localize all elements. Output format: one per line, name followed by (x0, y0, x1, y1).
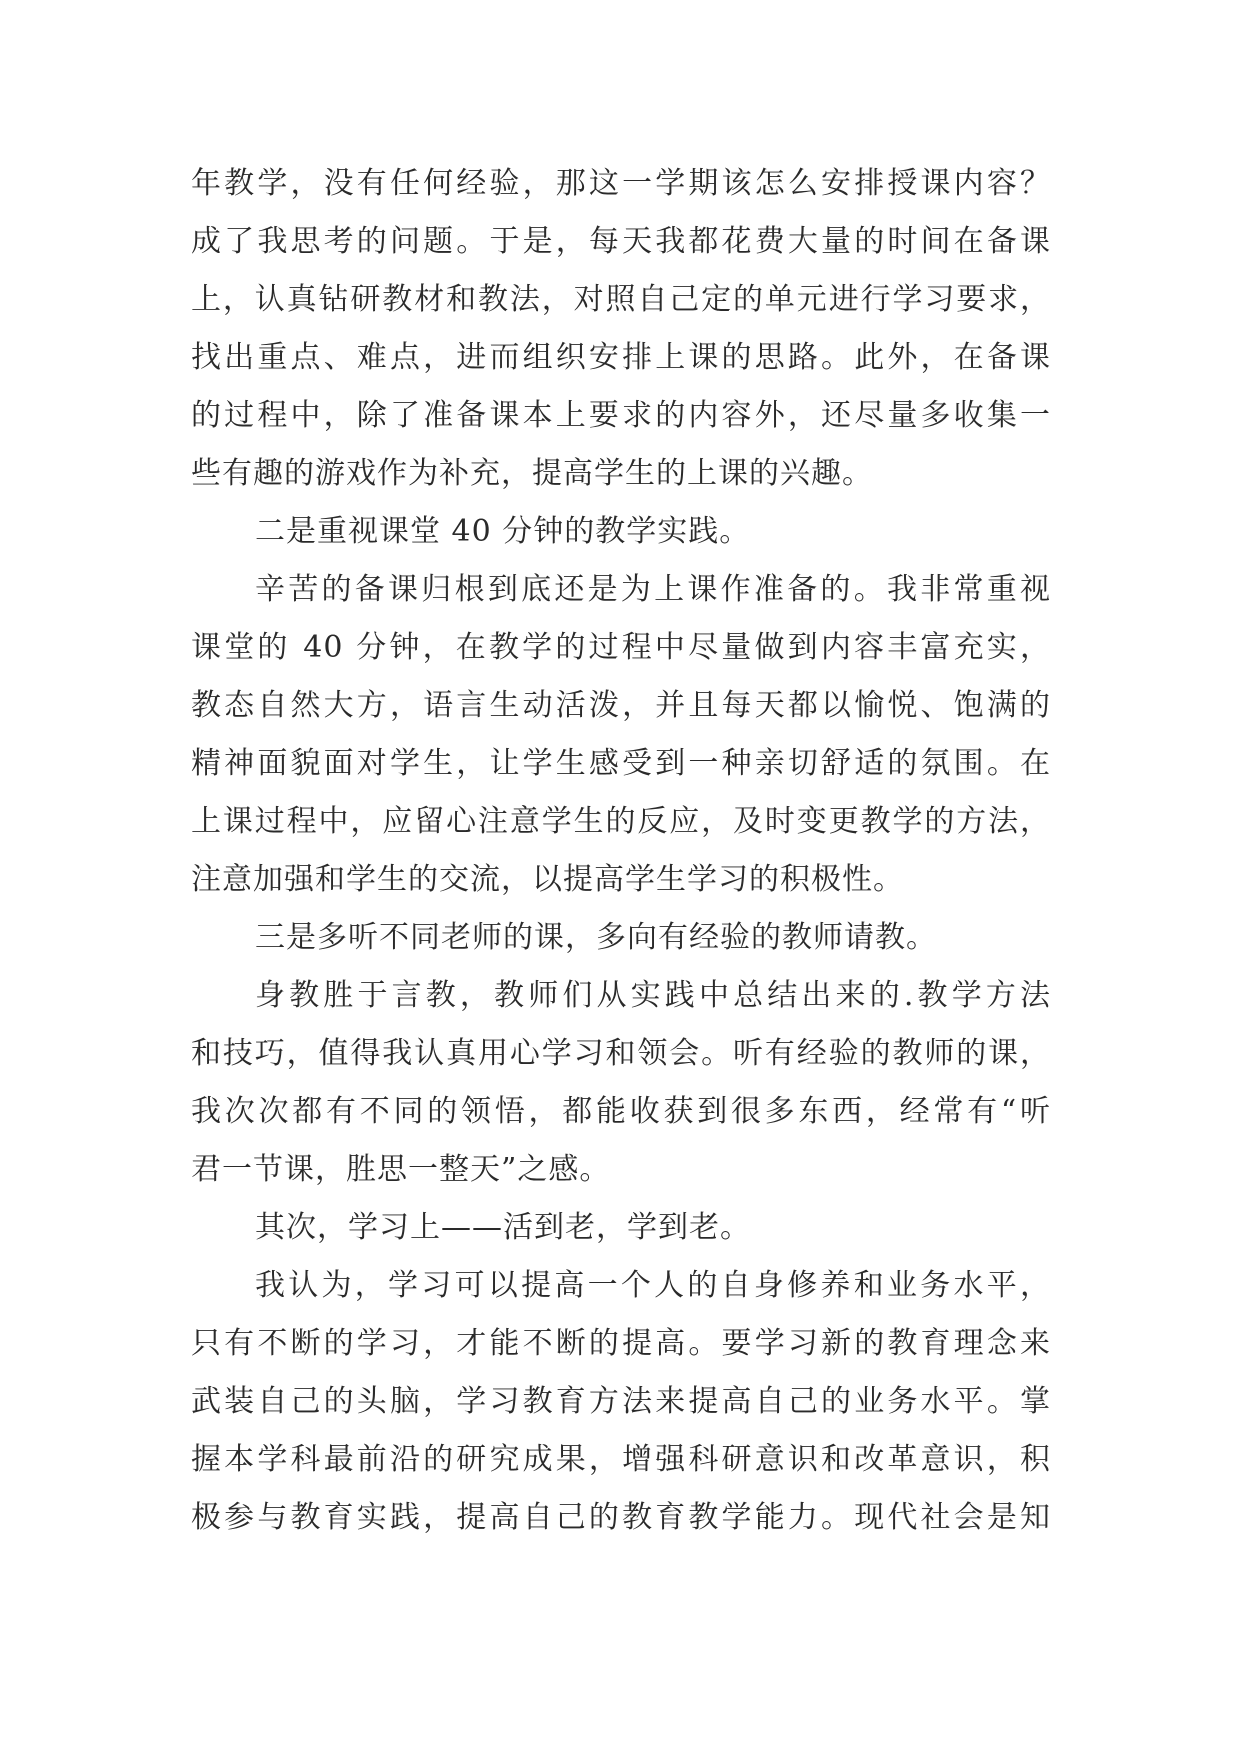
text-line: 握本学科最前沿的研究成果，增强科研意识和改革意识，积 (191, 1442, 1051, 1477)
text-line: 武装自己的头脑，学习教育方法来提高自己的业务水平。掌 (191, 1384, 1051, 1419)
text-line: 君一节课，胜思一整天”之感。 (191, 1152, 611, 1187)
text-line: 我次次都有不同的领悟，都能收获到很多东西，经常有“听 (191, 1094, 1051, 1129)
text-line: 三是多听不同老师的课，多向有经验的教师请教。 (255, 920, 937, 955)
body-text (191, 155, 1051, 1547)
text-line: 上，认真钻研教材和教法，对照自己定的单元进行学习要求， (191, 282, 1051, 317)
text-line: 身教胜于言教，教师们从实践中总结出来的.教学方法 (255, 978, 1051, 1013)
text-line: 上课过程中，应留心注意学生的反应，及时变更教学的方法， (191, 804, 1051, 839)
text-line: 和技巧，值得我认真用心学习和领会。听有经验的教师的课， (191, 1036, 1051, 1071)
text-line: 教态自然大方，语言生动活泼，并且每天都以愉悦、饱满的 (191, 688, 1051, 723)
text-line: 注意加强和学生的交流，以提高学生学习的积极性。 (191, 862, 904, 897)
text-line: 只有不断的学习，才能不断的提高。要学习新的教育理念来 (191, 1326, 1051, 1361)
text-line: 其次，学习上——活到老，学到老。 (255, 1210, 751, 1245)
text-line: 找出重点、难点，进而组织安排上课的思路。此外，在备课 (191, 340, 1051, 375)
text-line: 课堂的 40 分钟，在教学的过程中尽量做到内容丰富充实， (191, 630, 1051, 665)
text-line: 的过程中，除了准备课本上要求的内容外，还尽量多收集一 (191, 398, 1051, 433)
text-line: 我认为，学习可以提高一个人的自身修养和业务水平， (255, 1268, 1051, 1303)
text-line: 成了我思考的问题。于是，每天我都花费大量的时间在备课 (191, 224, 1051, 259)
text-line: 些有趣的游戏作为补充，提高学生的上课的兴趣。 (191, 456, 873, 491)
text-line: 精神面貌面对学生，让学生感受到一种亲切舒适的氛围。在 (191, 746, 1051, 781)
text-line: 年教学，没有任何经验，那这一学期该怎么安排授课内容？ (191, 166, 1051, 201)
text-line: 二是重视课堂 40 分钟的教学实践。 (255, 514, 751, 549)
text-line: 极参与教育实践，提高自己的教育教学能力。现代社会是知 (191, 1500, 1051, 1535)
text-line: 辛苦的备课归根到底还是为上课作准备的。我非常重视 (255, 572, 1051, 607)
